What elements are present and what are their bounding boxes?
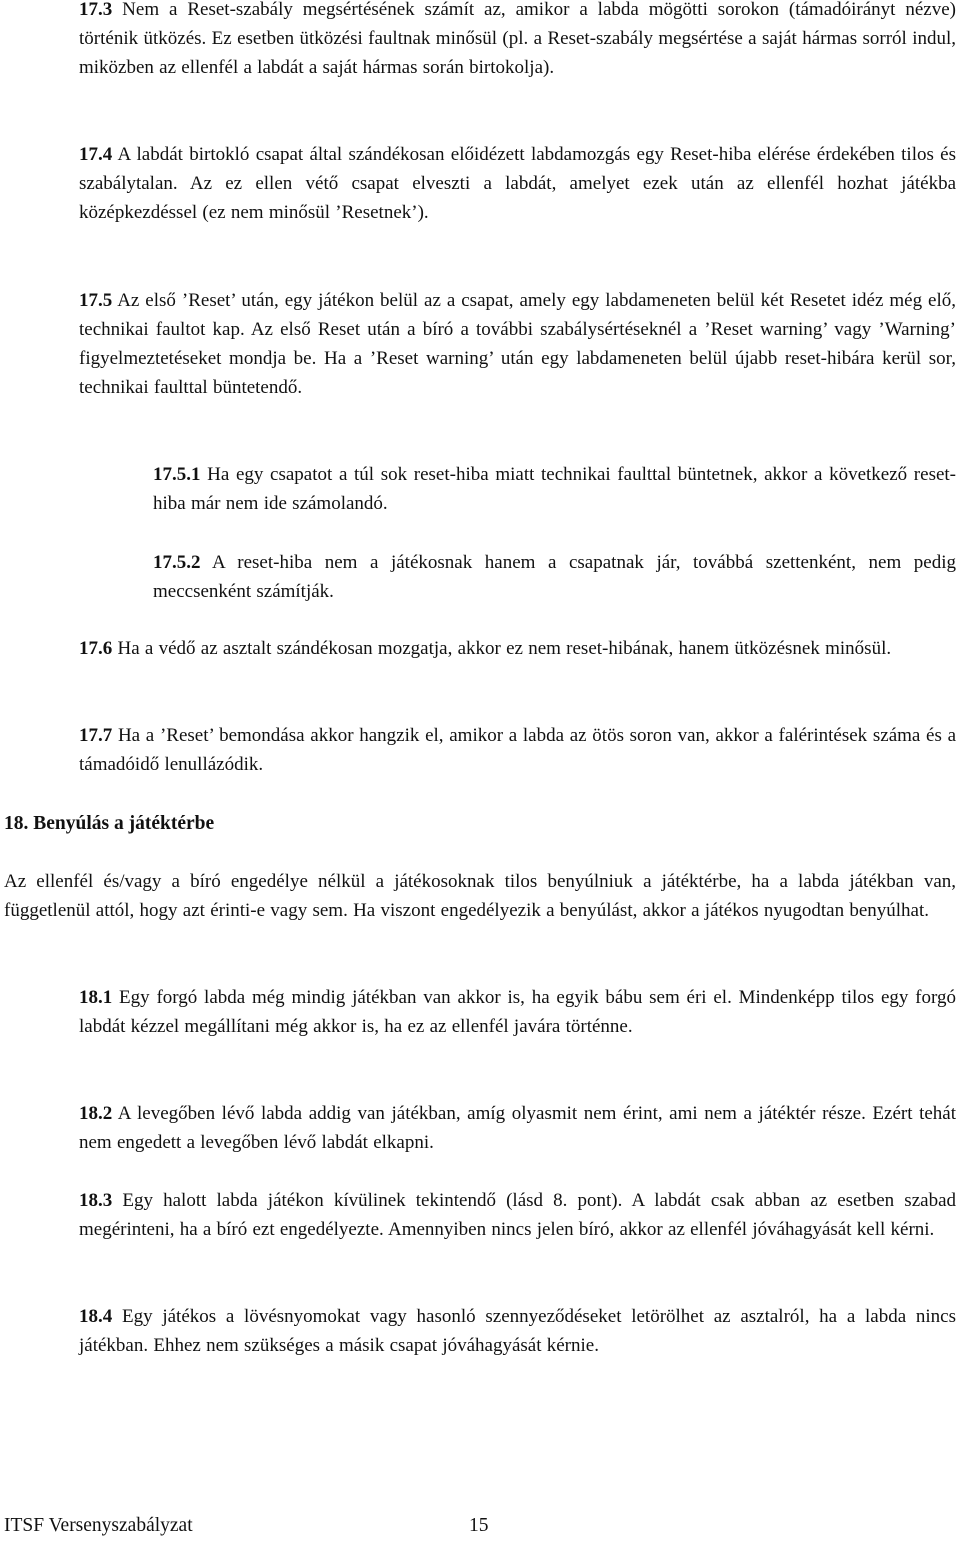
paragraph-text: Ha egy csapatot a túl sok reset-hiba miatt technikai faulttal büntetnek, akkor a következő reset-hiba már nem ide számolandó.	[153, 464, 957, 514]
paragraph-17-6	[79, 634, 956, 663]
paragraph-number: 17.3	[79, 0, 113, 20]
paragraph-18-3	[79, 1186, 956, 1244]
paragraph-number: 17.5.1	[153, 464, 201, 485]
paragraph-17-5	[79, 286, 956, 402]
footer-page-number: 15	[469, 1515, 489, 1536]
paragraph-number: 18.4	[79, 1306, 113, 1327]
paragraph-text: Egy játékos a lövésnyomokat vagy hasonló szennyeződéseket letörölhet az asztalról, ha a labda nincs játékban. Ehhez nem szükséges a másik csapat jóváhagyását kérnie.	[79, 1306, 956, 1356]
section-18-intro: Az ellenfél és/vagy a bíró engedélye nélkül a játékosoknak tilos benyúlniuk a játéktérbe, ha a labda játékban van, függetlenül attól, hogy azt érinti-e vagy sem. Ha viszont engedélyezik a benyúlást, akkor a játékos nyugodtan benyúlhat.	[4, 871, 956, 921]
paragraph-text: A reset-hiba nem a játékosnak hanem a csapatnak jár, továbbá szettenként, nem pedig meccsenként számítják.	[153, 552, 956, 602]
paragraph-17-5-2	[153, 548, 956, 606]
paragraph-17-7	[79, 721, 956, 779]
paragraph-17-4	[79, 140, 956, 227]
paragraph-number: 17.5	[79, 290, 113, 311]
paragraph-text: A levegőben lévő labda addig van játékban, amíg olyasmit nem érint, ami nem a játéktér része. Ezért tehát nem engedett a levegőben lévő labdát elkapni.	[79, 1103, 956, 1153]
paragraph-18-2	[79, 1099, 956, 1157]
paragraph-number: 17.5.2	[153, 552, 201, 573]
paragraph-number: 18.2	[79, 1103, 113, 1124]
paragraph-18-1	[79, 983, 956, 1041]
paragraph-text: Egy forgó labda még mindig játékban van akkor is, ha egyik bábu sem éri el. Mindenképp tilos egy forgó labdát kézzel megállítani még akkor is, ha ez az ellenfél javára történne.	[79, 987, 956, 1037]
paragraph-text: Az első ’Reset’ után, egy játékon belül az a csapat, amely egy labdameneten belül két Resetet idéz még elő, technikai faultot kap. Az első Reset után a bíró a további szabálysértéseknél a ’Reset warning’ vagy ’Warning’ figyelmeztetéseket mondja be. Ha a ’Reset warning’ után egy labdameneten belül újabb reset-hibára kerül sor, technikai faulttal büntetendő.	[79, 290, 957, 398]
paragraph-number: 18.3	[79, 1190, 113, 1211]
paragraph-text: A labdát birtokló csapat által szándékosan előidézett labdamozgás egy Reset-hiba elérése érdekében tilos és szabálytalan. Az ez ellen vétő csapat elveszti a labdát, amelyet ezek után az ellenfél hozhat játékba középkezdéssel (ez nem minősül ’Resetnek’).	[79, 144, 956, 223]
paragraph-text: Ha a védő az asztalt szándékosan mozgatja, akkor ez nem reset-hibának, hanem ütközésnek minősül.	[117, 638, 892, 659]
paragraph-17-5-1	[153, 460, 956, 518]
footer-document-title: ITSF Versenyszabályzat	[4, 1515, 193, 1536]
paragraph-text: Nem a Reset-szabály megsértésének számít az, amikor a labda mögötti sorokon (támadóirányt nézve) történik ütközés. Ez esetben ütközési faultnak minősül (pl. a Reset-szabály megsértése a saját hármas sorról indul, miközben az ellenfél a labdát a saját hármas során birtokolja).	[79, 0, 957, 78]
paragraph-text: Ha a ’Reset’ bemondása akkor hangzik el, amikor a labda az ötös soron van, akkor a falérintések száma és a támadóidő lenullázódik.	[79, 725, 957, 775]
paragraph-number: 17.7	[79, 725, 113, 746]
paragraph-17-3	[79, 0, 956, 82]
paragraph-text: Egy halott labda játékon kívülinek tekintendő (lásd 8. pont). A labdát csak abban az esetben szabad megérinteni, ha a bíró ezt engedélyezte. Amennyiben nincs jelen bíró, akkor az ellenfél jóváhagyását kell kérni.	[79, 1190, 957, 1240]
section-heading-18: 18. Benyúlás a játéktérbe	[4, 813, 215, 834]
paragraph-18-4	[79, 1302, 956, 1360]
paragraph-number: 17.6	[79, 638, 113, 659]
paragraph-number: 17.4	[79, 144, 113, 165]
paragraph-number: 18.1	[79, 987, 113, 1008]
